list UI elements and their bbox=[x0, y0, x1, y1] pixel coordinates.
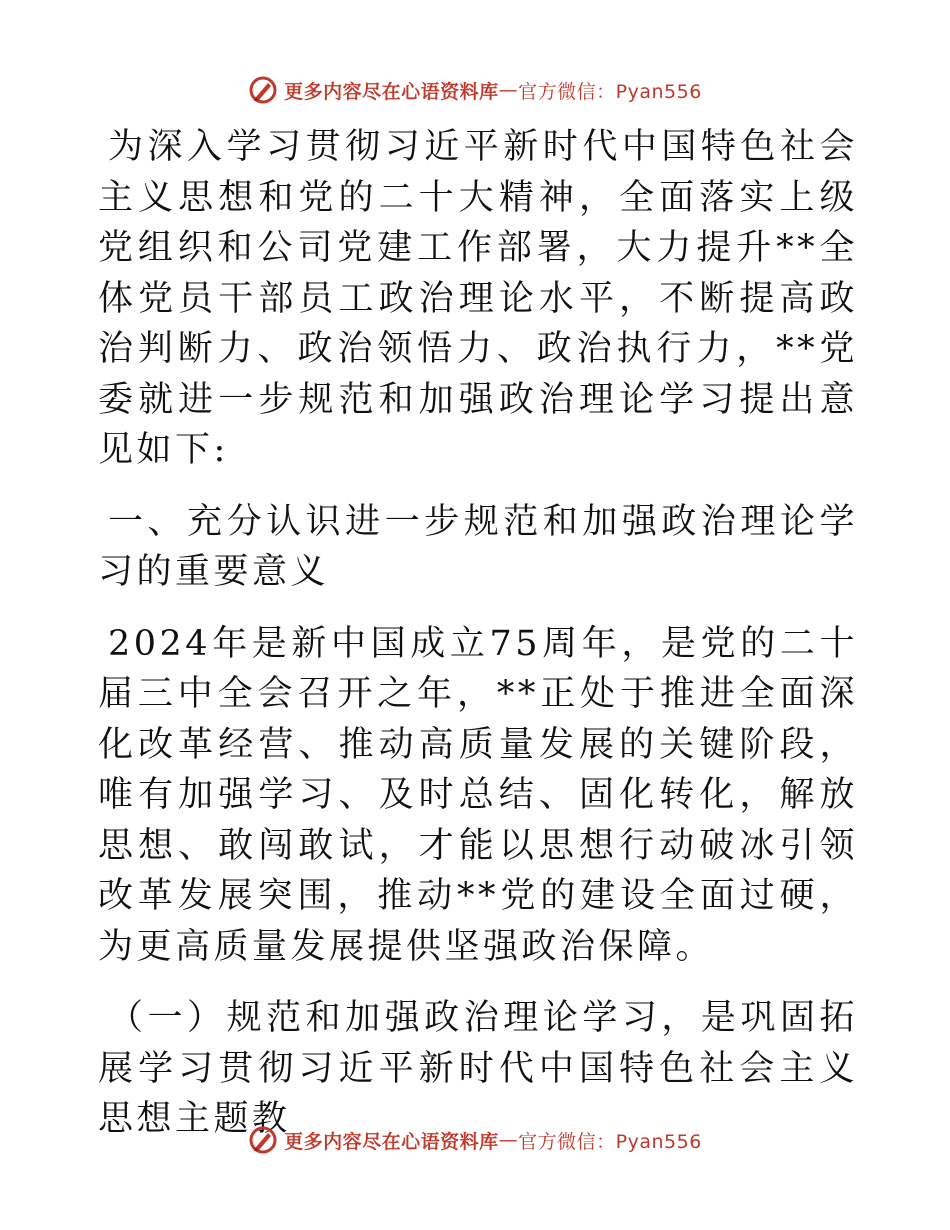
footer-wechat-text: 官方微信：Pyan556 bbox=[518, 1130, 702, 1153]
header-separator: — bbox=[498, 79, 519, 101]
subsection-paragraph: （一）规范和加强政治理论学习，是巩固拓展学习贯彻习近平新时代中国特色社会主义思想主题教 bbox=[98, 998, 858, 1139]
pen-logo-icon bbox=[248, 75, 278, 105]
intro-paragraph: 为深入学习贯彻习近平新时代中国特色社会主义思想和党的二十大精神，全面落实上级党组织和公司党建工作部署，大力提升**全体党员干部员工政治理论水平，不断提高政治判断力、政治领悟力、政治执行力，**党委就进一步规范和加强政治理论学习提出意见如下: bbox=[98, 127, 858, 470]
footer-separator: — bbox=[498, 1129, 519, 1151]
body-paragraph: 2024年是新中国成立75周年，是党的二十届三中全会召开之年，**正处于推进全面深化改革经营、推动高质量发展的关键阶段，唯有加强学习、及时总结、固化转化，解放思想、敢闯敢试，才能以思想行动破冰引领改革发展突围，推动**党的建设全面过硬，为更高质量发展提供坚强政治保障。 bbox=[98, 623, 858, 967]
footer-site-text: 更多内容尽在心语资料库 bbox=[284, 1130, 499, 1153]
section-heading: 一、充分认识进一步规范和加强政治理论学习的重要意义 bbox=[98, 501, 858, 592]
header-wechat-text: 官方微信：Pyan556 bbox=[518, 80, 702, 103]
header-site-text: 更多内容尽在心语资料库 bbox=[284, 80, 499, 103]
document-body bbox=[98, 122, 858, 1145]
pen-logo-icon bbox=[248, 1125, 278, 1155]
header-banner bbox=[0, 70, 950, 110]
footer-banner bbox=[0, 1120, 950, 1160]
